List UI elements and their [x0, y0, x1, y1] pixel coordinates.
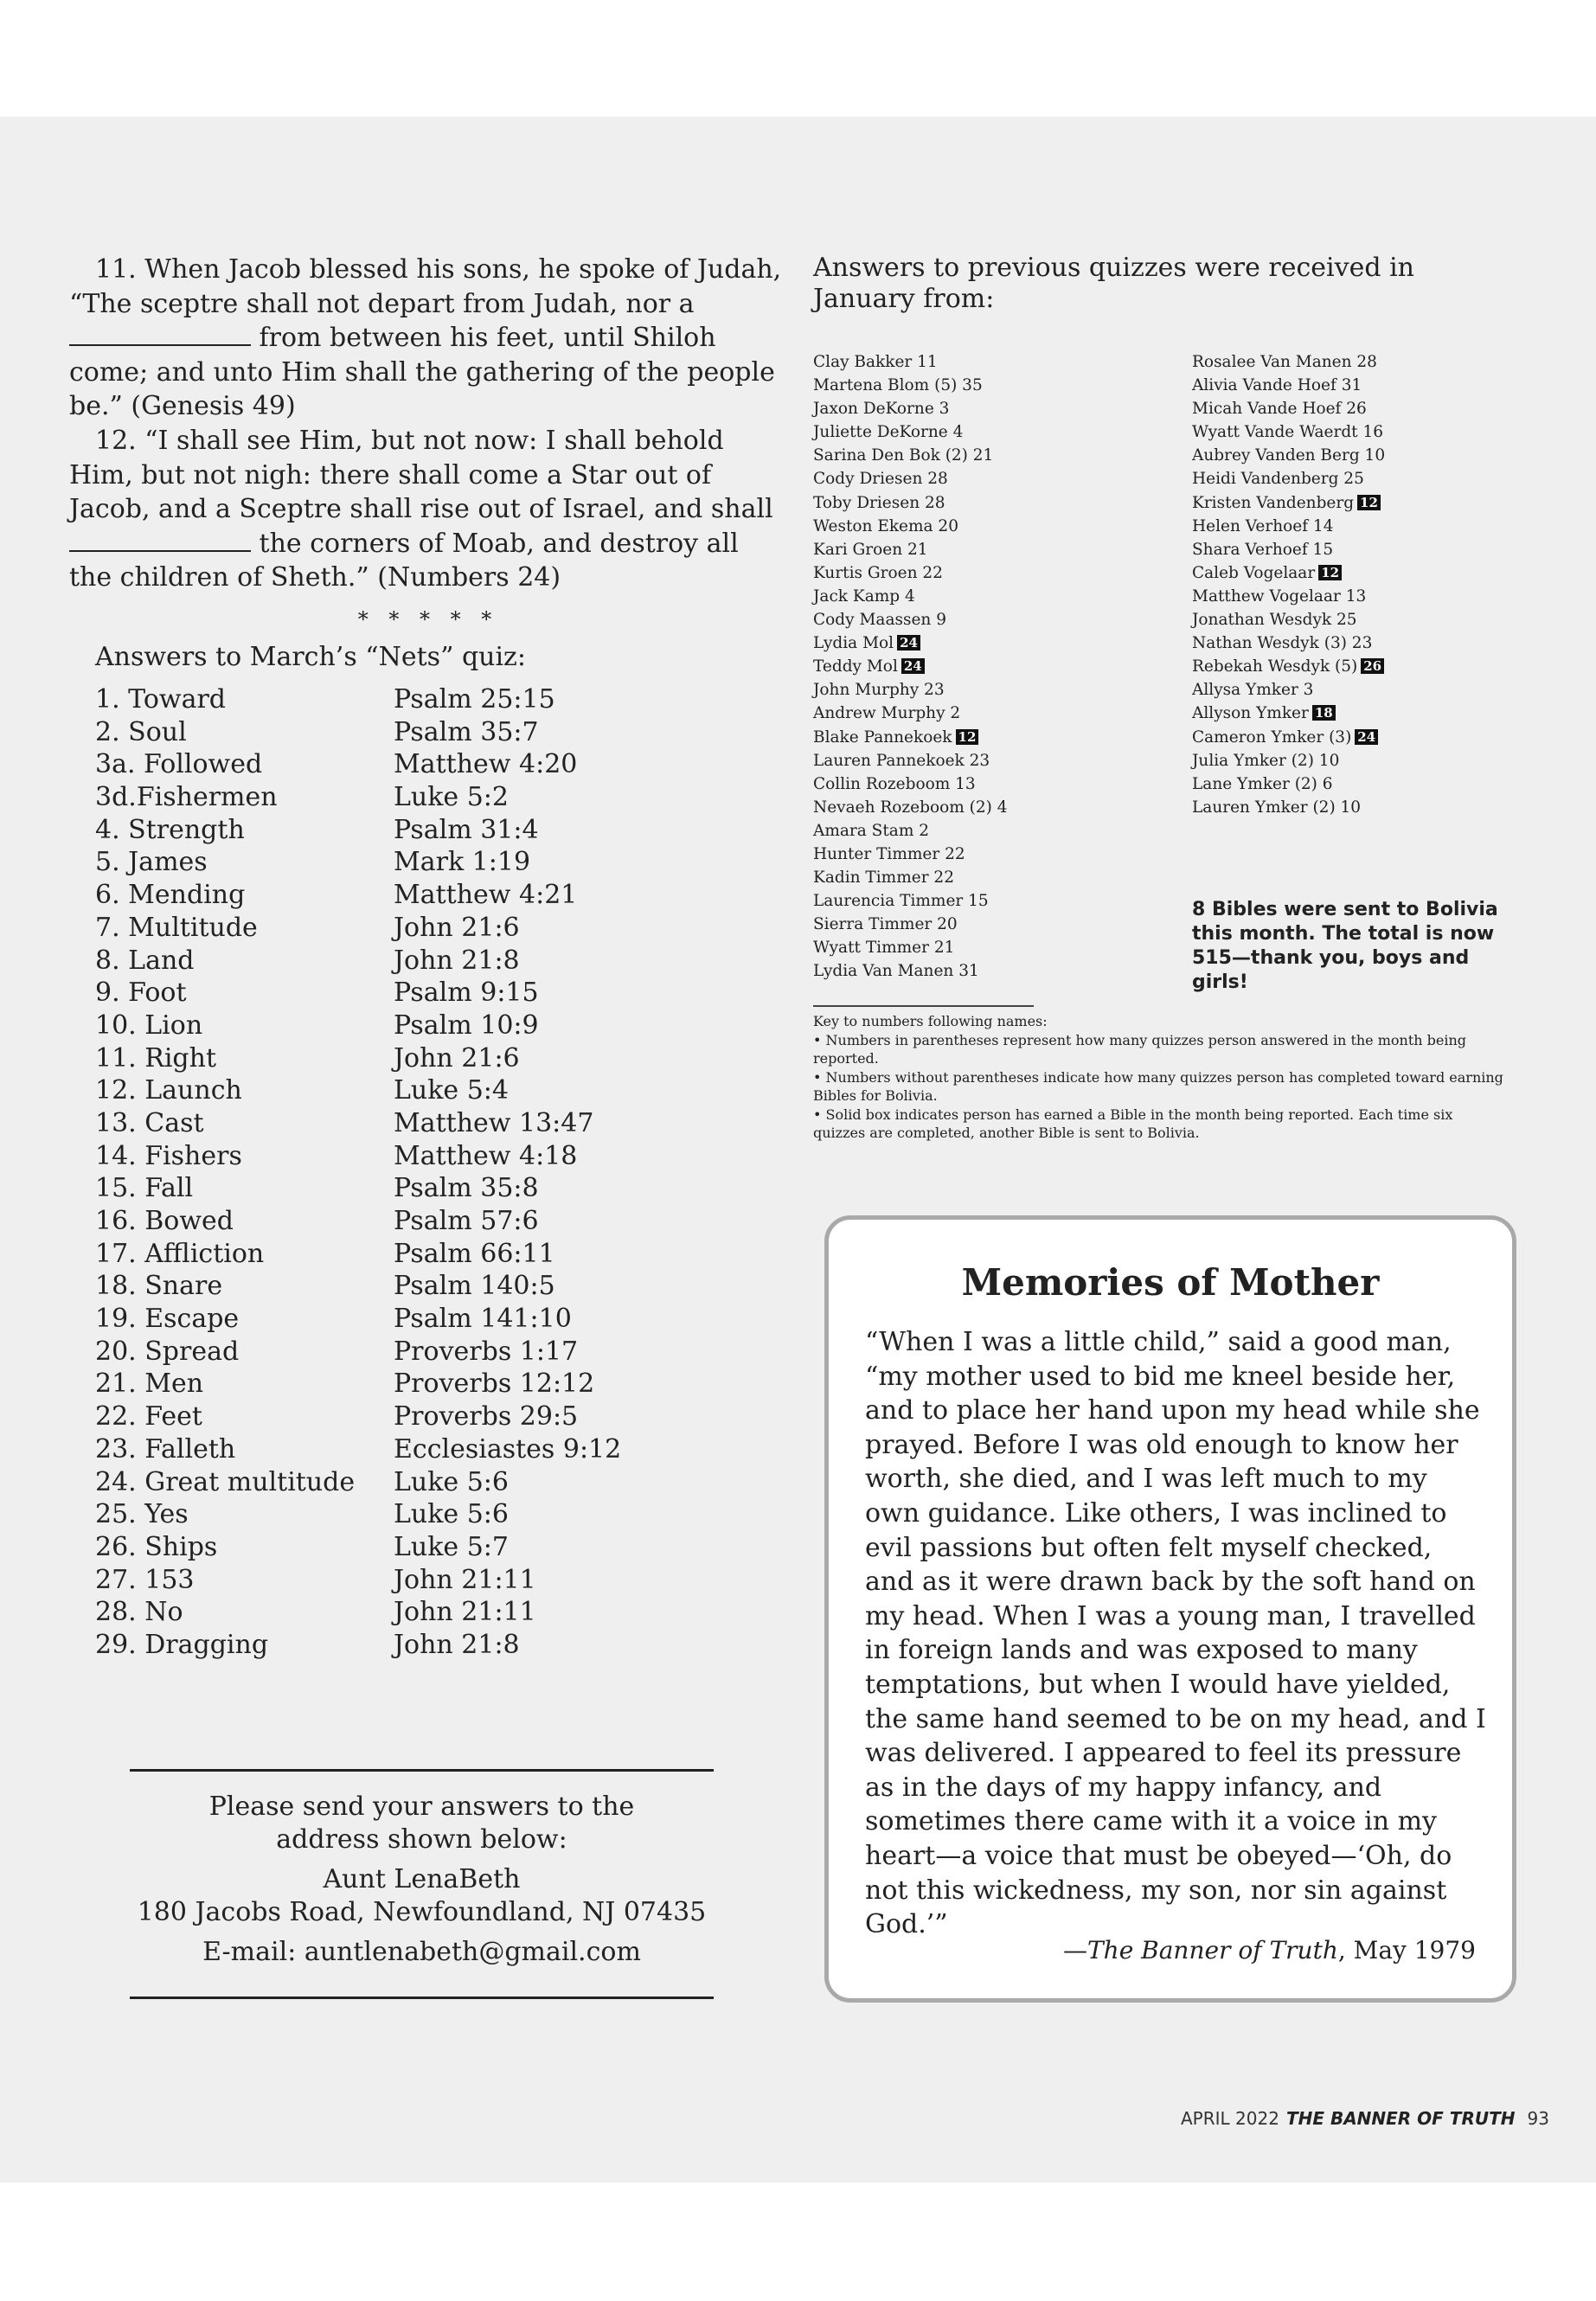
participant-name — [813, 491, 1008, 515]
participant-name — [813, 749, 1008, 772]
participant-label: Clay Bakker 11 — [813, 353, 938, 371]
participant-label: Allyson Ymker — [1192, 704, 1309, 723]
answer-word: 6. Mending — [95, 880, 246, 911]
participant-name — [813, 631, 1008, 655]
answer-word: 15. Fall — [95, 1173, 194, 1204]
answer-reference: Psalm 10:9 — [394, 1009, 539, 1041]
participant-name — [1192, 678, 1385, 702]
participant-name — [1192, 702, 1385, 725]
participant-name — [1192, 491, 1385, 515]
answer-reference: Proverbs 12:12 — [394, 1368, 595, 1400]
participant-label: Sierra Timmer 20 — [813, 915, 958, 934]
quiz-questions — [69, 253, 787, 595]
answer-word: 24. Great multitude — [95, 1466, 356, 1497]
answer-row — [95, 1238, 701, 1271]
participant-label: Andrew Murphy 2 — [813, 704, 961, 723]
participant-label: Cody Driesen 28 — [813, 470, 948, 489]
answer-reference: John 21:11 — [394, 1597, 536, 1628]
answer-word: 29. Dragging — [95, 1629, 269, 1660]
answer-row — [95, 781, 701, 814]
participant-name — [813, 796, 1008, 819]
participant-name — [813, 538, 1008, 561]
bible-earned-badge: 26 — [1361, 658, 1384, 674]
answer-row — [95, 1596, 701, 1629]
answer-row — [95, 748, 701, 781]
participant-label: Helen Verhoef 14 — [1192, 516, 1334, 535]
participant-name — [813, 444, 1008, 467]
answer-word: 17. Affliction — [95, 1238, 265, 1269]
answer-word: 3d.Fishermen — [95, 782, 278, 813]
participant-label: Toby Driesen 28 — [813, 493, 945, 512]
participant-label: Matthew Vogelaar 13 — [1192, 586, 1367, 606]
answer-blank — [69, 531, 251, 552]
bible-earned-badge: 12 — [1318, 565, 1342, 580]
answer-reference: Proverbs 29:5 — [394, 1401, 579, 1433]
participant-label: Heidi Vandenberg 25 — [1192, 470, 1364, 489]
answer-row — [95, 1172, 701, 1205]
answer-reference: John 21:11 — [394, 1564, 536, 1595]
bible-earned-badge: 12 — [1357, 495, 1381, 510]
answer-reference: Psalm 141:10 — [394, 1304, 572, 1335]
participant-name — [813, 467, 1008, 490]
participant-label: Jonathan Wesdyk 25 — [1192, 611, 1357, 630]
answer-reference: Luke 5:6 — [394, 1499, 509, 1530]
answers-list — [95, 683, 701, 1662]
answer-reference: Psalm 25:15 — [394, 684, 555, 715]
answer-row — [95, 1433, 701, 1466]
participant-name — [813, 420, 1008, 444]
participant-label: Jack Kamp 4 — [813, 586, 915, 606]
answer-row — [95, 1336, 701, 1368]
answer-row — [95, 814, 701, 847]
participant-name — [1192, 772, 1385, 796]
participant-name — [1192, 420, 1385, 444]
participant-name — [813, 866, 1008, 889]
participant-name — [813, 889, 1008, 913]
participant-label: Kurtis Groen 22 — [813, 563, 943, 582]
participant-label: Cameron Ymker (3) — [1192, 727, 1352, 747]
participant-label: Lydia Van Manen 31 — [813, 962, 979, 981]
participant-label: Hunter Timmer 22 — [813, 844, 965, 863]
participant-label: Rebekah Wesdyk (5) — [1192, 657, 1358, 676]
participant-name — [813, 726, 1008, 749]
answer-word: 9. Foot — [95, 977, 187, 1009]
bible-earned-badge: 24 — [1355, 729, 1378, 745]
key-item: • Solid box indicates person has earned a Bible in the month being reported. Each time six quizzes are completed, another Bible is sent to Bolivia. — [813, 1106, 1453, 1141]
participant-name — [1192, 467, 1385, 490]
participant-label: Micah Vande Hoef 26 — [1192, 400, 1367, 419]
participant-label: Amara Stam 2 — [813, 821, 930, 840]
participant-name — [813, 843, 1008, 866]
answer-reference: Matthew 4:18 — [394, 1140, 578, 1171]
answer-word: 3a. Followed — [95, 749, 263, 780]
send-address: 180 Jacobs Road, Newfoundland, NJ 07435 — [137, 1897, 707, 1927]
participant-label: Weston Ekema 20 — [813, 516, 958, 535]
participant-name — [813, 655, 1008, 678]
participant-name — [1192, 585, 1385, 608]
answer-row — [95, 1140, 701, 1173]
answer-reference: John 21:8 — [394, 1629, 520, 1660]
answer-row — [95, 716, 701, 749]
names-key — [813, 1012, 1505, 1143]
participant-label: Nevaeh Rozeboom (2) 4 — [813, 798, 1008, 817]
answer-row — [95, 1531, 701, 1564]
participant-name — [813, 350, 1008, 374]
participant-name — [1192, 796, 1385, 819]
participant-name — [1192, 631, 1385, 655]
answer-reference: Psalm 31:4 — [394, 814, 539, 845]
answer-reference: Psalm 35:8 — [394, 1173, 539, 1204]
participant-label: Kari Groen 21 — [813, 540, 928, 559]
answer-row — [95, 1042, 701, 1075]
footer-magazine: THE BANNER OF TRUTH — [1285, 2108, 1516, 2129]
participant-name — [1192, 350, 1385, 374]
answer-word: 13. Cast — [95, 1107, 204, 1138]
participant-label: Laurencia Timmer 15 — [813, 892, 989, 911]
answer-reference: Matthew 4:20 — [394, 749, 578, 780]
participant-name — [813, 959, 1008, 983]
participant-label: Wyatt Timmer 21 — [813, 939, 955, 958]
answer-row — [95, 846, 701, 879]
answer-reference: Psalm 57:6 — [394, 1206, 539, 1236]
participant-name — [1192, 655, 1385, 678]
key-title: Key to numbers following names: — [813, 1013, 1048, 1029]
participant-name — [813, 772, 1008, 796]
key-divider — [813, 1005, 1034, 1007]
section-separator: * * * * * — [357, 607, 499, 631]
participant-name — [1192, 397, 1385, 420]
answer-word: 8. Land — [95, 945, 195, 976]
participant-name — [1192, 608, 1385, 631]
participant-label: Lauren Ymker (2) 10 — [1192, 798, 1362, 817]
participant-name — [1192, 444, 1385, 467]
participant-label: Lane Ymker (2) 6 — [1192, 774, 1333, 793]
answer-reference: Matthew 13:47 — [394, 1107, 594, 1138]
question-11: 11. When Jacob blessed his sons, he spoke of Judah, “The sceptre shall not depart from Judah, nor a from between his feet, until Shiloh come; and unto Him shall the gathering of the people be.” (Genesis 49) — [69, 254, 782, 422]
bible-earned-badge: 18 — [1312, 705, 1336, 721]
participant-label: Kristen Vandenberg — [1192, 493, 1355, 512]
participant-name — [813, 515, 1008, 538]
answer-word: 1. Toward — [95, 684, 227, 715]
participant-label: Jaxon DeKorne 3 — [813, 400, 950, 419]
answer-row — [95, 879, 701, 912]
answer-row — [95, 945, 701, 977]
answer-word: 26. Ships — [95, 1531, 218, 1562]
answer-reference: Luke 5:7 — [394, 1531, 509, 1562]
participant-label: Lydia Mol — [813, 634, 894, 653]
answer-reference: Luke 5:6 — [394, 1466, 509, 1497]
participant-label: Martena Blom (5) 35 — [813, 376, 983, 395]
divider-bottom — [130, 1997, 714, 1999]
answer-word: 20. Spread — [95, 1336, 240, 1367]
answer-word: 25. Yes — [95, 1499, 189, 1530]
answer-word: 11. Right — [95, 1042, 217, 1074]
participant-name — [1192, 515, 1385, 538]
participant-label: Juliette DeKorne 4 — [813, 423, 964, 442]
answer-word: 27. 153 — [95, 1564, 195, 1595]
memories-box — [824, 1215, 1516, 2003]
answer-row — [95, 1498, 701, 1531]
send-instruction-2: address shown below: — [276, 1824, 567, 1855]
answer-word: 23. Falleth — [95, 1433, 236, 1465]
answer-row — [95, 912, 701, 945]
participant-label: Rosalee Van Manen 28 — [1192, 353, 1377, 371]
participant-name — [1192, 538, 1385, 561]
page-footer — [1181, 2108, 1549, 2129]
participant-label: Nathan Wesdyk (3) 23 — [1192, 634, 1373, 653]
answer-row — [95, 1400, 701, 1433]
answer-word: 7. Multitude — [95, 912, 258, 943]
participant-name — [813, 913, 1008, 936]
answer-reference: Proverbs 1:17 — [394, 1336, 579, 1367]
participant-name — [813, 561, 1008, 585]
answer-reference: Luke 5:4 — [394, 1075, 509, 1106]
participant-label: Julia Ymker (2) 10 — [1192, 751, 1340, 770]
page-number: 93 — [1527, 2108, 1549, 2129]
memories-source: —The Banner of Truth, May 1979 — [1062, 1936, 1476, 1965]
answers-heading: Answers to March’s “Nets” quiz: — [95, 642, 526, 672]
answer-reference: Psalm 35:7 — [394, 716, 539, 747]
answer-row — [95, 1564, 701, 1597]
answer-word: 2. Soul — [95, 716, 187, 747]
participant-label: Kadin Timmer 22 — [813, 868, 954, 888]
participant-label: Lauren Pannekoek 23 — [813, 751, 990, 770]
received-heading: Answers to previous quizzes were received in January from: — [813, 253, 1414, 314]
bible-earned-badge: 24 — [901, 658, 925, 674]
answer-reference: John 21:6 — [394, 912, 520, 943]
participant-name — [813, 936, 1008, 959]
participant-label: Caleb Vogelaar — [1192, 563, 1316, 582]
answer-word: 14. Fishers — [95, 1140, 242, 1171]
footer-date: APRIL 2022 — [1181, 2108, 1279, 2129]
participant-name — [813, 397, 1008, 420]
answer-row — [95, 1074, 701, 1107]
participant-label: Allysa Ymker 3 — [1192, 681, 1314, 700]
names-column-right — [1192, 350, 1385, 819]
participant-name — [1192, 374, 1385, 397]
answer-word: 4. Strength — [95, 814, 245, 845]
answer-word: 22. Feet — [95, 1401, 202, 1433]
participant-label: Collin Rozeboom 13 — [813, 774, 976, 793]
participant-label: Aubrey Vanden Berg 10 — [1192, 446, 1386, 465]
send-name: Aunt LenaBeth — [323, 1864, 521, 1894]
participant-name — [1192, 749, 1385, 772]
participant-label: Blake Pannekoek — [813, 727, 952, 747]
participant-name — [813, 678, 1008, 702]
answer-blank — [69, 325, 251, 346]
question-12: 12. “I shall see Him, but not now: I shall behold Him, but not nigh: there shall come a Star out of Jacob, and a Sceptre shall rise out of Israel, and shall the corners of Moab, and destroy all the children of Sheth.” (Numbers 24) — [69, 425, 773, 593]
answer-word: 12. Launch — [95, 1075, 242, 1106]
participant-name — [813, 819, 1008, 843]
answer-reference: Psalm 9:15 — [394, 977, 539, 1009]
answer-reference: Mark 1:19 — [394, 847, 531, 878]
answer-reference: John 21:8 — [394, 945, 520, 976]
bible-earned-badge: 12 — [956, 729, 979, 745]
answer-row — [95, 683, 701, 716]
answer-reference: John 21:6 — [394, 1042, 520, 1074]
participant-label: Shara Verhoef 15 — [1192, 540, 1334, 559]
participant-label: Wyatt Vande Waerdt 16 — [1192, 423, 1384, 442]
answer-row — [95, 1466, 701, 1499]
answer-row — [95, 1368, 701, 1400]
memories-title: Memories of Mother — [961, 1261, 1380, 1304]
participant-label: Cody Maassen 9 — [813, 611, 946, 630]
divider-top — [130, 1769, 714, 1772]
answer-word: 18. Snare — [95, 1271, 223, 1302]
answer-reference: Ecclesiastes 9:12 — [394, 1433, 622, 1465]
participant-name — [813, 702, 1008, 725]
key-item: • Numbers without parentheses indicate how many quizzes person has completed toward earning Bibles for Bolivia. — [813, 1068, 1503, 1104]
participant-label: Alivia Vande Hoef 31 — [1192, 376, 1362, 395]
answer-reference: Luke 5:2 — [394, 782, 509, 813]
answer-row — [95, 1629, 701, 1662]
answer-row — [95, 1303, 701, 1336]
send-email: E-mail: auntlenabeth@gmail.com — [202, 1937, 641, 1967]
answer-word: 16. Bowed — [95, 1206, 234, 1236]
answer-word: 5. James — [95, 847, 208, 878]
answer-row — [95, 977, 701, 1009]
bible-earned-badge: 24 — [897, 635, 920, 651]
answer-word: 19. Escape — [95, 1304, 240, 1335]
answer-row — [95, 1107, 701, 1140]
participant-name — [813, 608, 1008, 631]
names-column-left — [813, 350, 1008, 984]
answer-row — [95, 1270, 701, 1303]
answer-word: 28. No — [95, 1597, 183, 1628]
memories-body: “When I was a little child,” said a good man, “my mother used to bid me kneel beside her, and to place her hand upon my head while she prayed. Before I was old enough to know her worth, she died, and I was left much to my own guidance. Like others, I was inclined to evil passions but often felt myself checked, and as it were drawn back by the soft hand on my head. When I was a young man, I travelled in foreign lands and was exposed to many temptations, but when I would have yielded, the same hand seemed to be on my head, and I was delivered. I appeared to feel its pressure as in the days of my happy infancy, and sometimes there came with it a voice in my heart—a voice that must be obeyed—‘Oh, do not this wickedness, my son, nor sin against God.’” — [865, 1327, 1486, 1940]
answer-reference: Matthew 4:21 — [394, 880, 578, 911]
answer-reference: Psalm 66:11 — [394, 1238, 555, 1269]
participant-label: Sarina Den Bok (2) 21 — [813, 446, 994, 465]
answer-word: 10. Lion — [95, 1009, 203, 1041]
participant-name — [813, 374, 1008, 397]
participant-name — [813, 585, 1008, 608]
participant-name — [1192, 726, 1385, 749]
send-answers-block — [130, 1791, 714, 1969]
answer-word: 21. Men — [95, 1368, 204, 1400]
answer-reference: Psalm 140:5 — [394, 1271, 555, 1302]
answer-row — [95, 1205, 701, 1238]
participant-label: John Murphy 23 — [813, 681, 945, 700]
participant-label: Teddy Mol — [813, 657, 898, 676]
answer-row — [95, 1009, 701, 1042]
send-instruction-1: Please send your answers to the — [208, 1791, 635, 1822]
bibles-note: 8 Bibles were sent to Bolivia this month. The total is now 515—thank you, boys and girls! — [1192, 899, 1498, 993]
key-item: • Numbers in parentheses represent how many quizzes person answered in the month being reported. — [813, 1031, 1467, 1067]
participant-name — [1192, 561, 1385, 585]
